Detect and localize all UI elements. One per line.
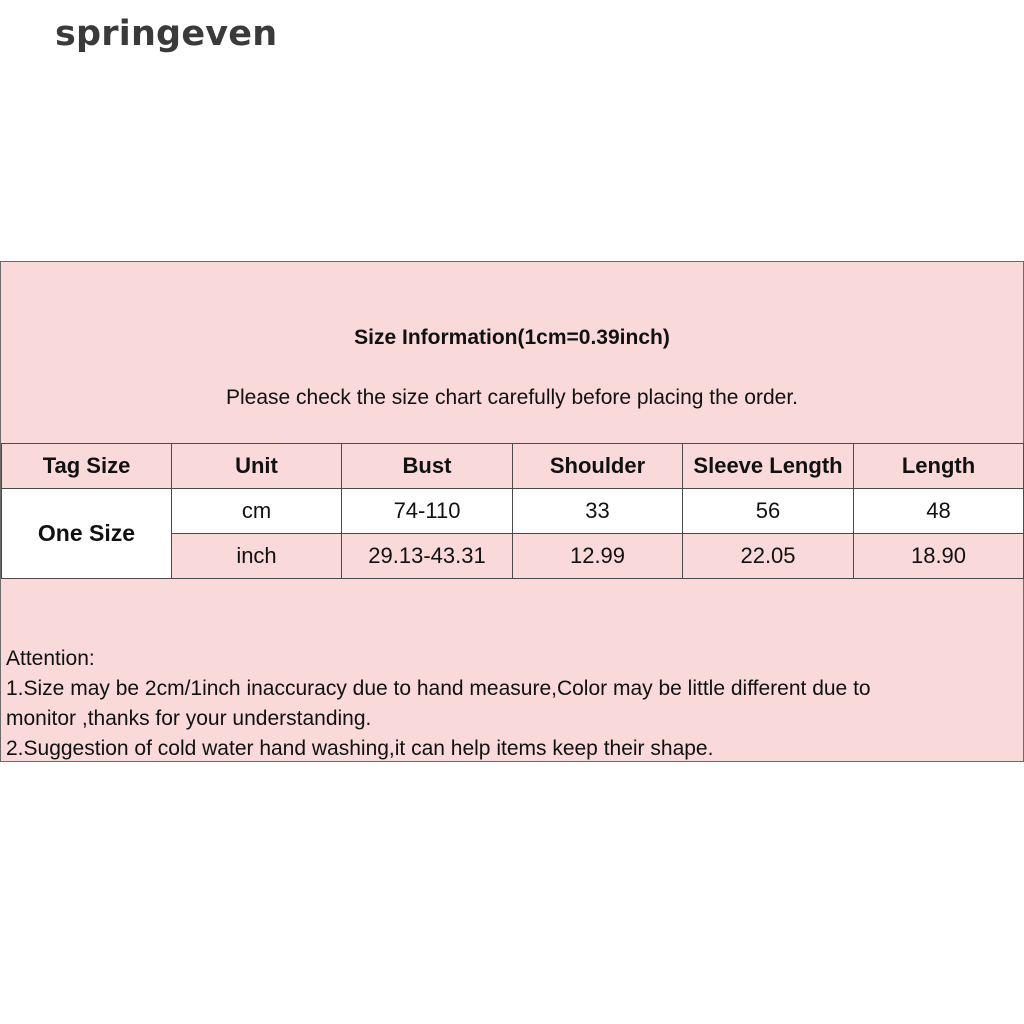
- length-cell: 48: [854, 489, 1024, 534]
- header-shoulder: Shoulder: [513, 444, 683, 489]
- table-header-row: [2, 444, 1024, 489]
- attention-notes: [6, 644, 1016, 764]
- header-bust: Bust: [342, 444, 513, 489]
- shoulder-cell: 33: [513, 489, 683, 534]
- size-info-panel: [0, 261, 1024, 762]
- header-tag-size: Tag Size: [2, 444, 172, 489]
- unit-cell: inch: [172, 534, 342, 579]
- size-info-title: Size Information(1cm=0.39inch): [354, 326, 670, 349]
- attention-note-1: 1.Size may be 2cm/1inch inaccuracy due to hand measure,Color may be little different due to: [6, 677, 871, 700]
- sleeve-length-cell: 56: [683, 489, 854, 534]
- shoulder-cell: 12.99: [513, 534, 683, 579]
- table-row: [2, 489, 1024, 534]
- attention-heading: Attention:: [6, 647, 95, 670]
- attention-note-2: 2.Suggestion of cold water hand washing,it can help items keep their shape.: [6, 737, 714, 760]
- size-info-subtitle: Please check the size chart carefully before placing the order.: [226, 386, 798, 409]
- size-table: [1, 443, 1024, 579]
- header-sleeve-length: Sleeve Length: [683, 444, 854, 489]
- tag-size-cell: One Size: [2, 489, 172, 579]
- length-cell: 18.90: [854, 534, 1024, 579]
- unit-cell: cm: [172, 489, 342, 534]
- brand-watermark: springeven: [55, 14, 278, 54]
- bust-cell: 29.13-43.31: [342, 534, 513, 579]
- attention-note-1-cont: monitor ,thanks for your understanding.: [6, 707, 372, 730]
- header-length: Length: [854, 444, 1024, 489]
- bust-cell: 74-110: [342, 489, 513, 534]
- header-unit: Unit: [172, 444, 342, 489]
- sleeve-length-cell: 22.05: [683, 534, 854, 579]
